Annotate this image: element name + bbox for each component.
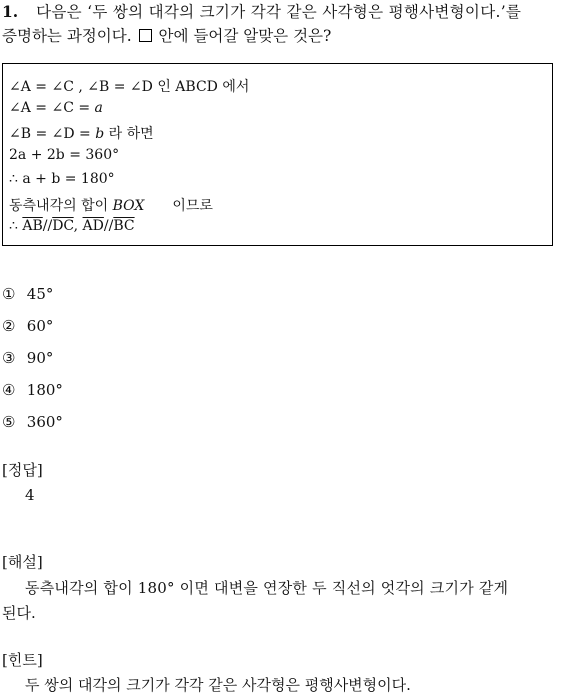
proof-line-1: ∠A = ∠C , ∠B = ∠D 인 ABCD 에서 [9,79,250,95]
question-text-2a: 증명하는 과정이다. [2,27,132,45]
answer-label: [정답] [2,461,43,479]
proof-line-5: ∴ a + b = 180° [9,171,115,187]
question-text-2b: 안에 들어갈 알맞은 것은? [158,27,332,45]
proof-line-6-text: 동측내각의 합이 [9,198,113,214]
proof-box [2,63,553,246]
proof-line-3-text: ∠B = ∠D = [9,126,96,142]
parallel-sign-1: // [42,218,53,234]
choice-1-mark: ① [2,285,16,303]
comma: , [73,218,83,234]
choice-2-text: 60° [26,317,54,335]
explanation-label: [해설] [2,553,43,571]
choice-3[interactable] [2,349,53,367]
segment-ab: $\overline{AB}$ [22,218,43,234]
question-line-1 [2,0,521,22]
question-text-1: 다음은 ‘두 쌍의 대각의 크기가 각각 같은 사각형은 평행사변형이다.’를 [36,3,522,21]
choice-3-text: 90° [26,349,54,367]
proof-line-6 [9,195,213,215]
choice-4-text: 180° [26,381,63,399]
choice-3-mark: ③ [2,349,16,367]
choice-4-mark: ④ [2,381,16,399]
explanation-line-1: 동측내각의 합이 180° 이면 대변을 연장한 두 직선의 엇각의 크기가 같게 [25,579,509,597]
segment-ad: $\overline{AD}$ [82,218,104,234]
proof-line-3-suffix: 라 하면 [104,126,154,142]
choice-2-mark: ② [2,317,16,335]
segment-dc: $\overline{DC}$ [52,218,74,234]
segment-bc: $\overline{BC}$ [113,218,135,234]
choice-5-mark: ⑤ [2,413,16,431]
proof-var-a: a [94,100,103,116]
hint-label: [힌트] [2,651,43,669]
blank-square-icon [139,29,152,42]
therefore-symbol: ∴ [9,218,23,234]
proof-blank-box: BOX [112,198,145,214]
choice-2[interactable] [2,317,53,335]
answer-value: 4 [25,486,35,504]
proof-line-4: 2a + 2b = 360° [9,147,120,163]
proof-var-b: b [95,126,105,142]
choice-5[interactable] [2,413,63,431]
explanation-line-2: 된다. [2,604,36,622]
parallel-sign-2: // [103,218,114,234]
proof-line-6-suffix: 이므로 [172,198,213,214]
proof-line-7 [9,218,135,234]
question-line-2 [2,24,331,46]
choice-1-text: 45° [26,285,54,303]
question-number: 1. [2,2,19,21]
proof-line-3 [9,123,154,143]
proof-line-2-text: ∠A = ∠C = [9,100,95,116]
proof-line-2 [9,100,103,116]
choice-5-text: 360° [26,413,63,431]
hint-line-1: 두 쌍의 대각의 크기가 각각 같은 사각형은 평행사변형이다. [25,676,411,694]
choice-1[interactable] [2,285,53,303]
choice-4[interactable] [2,381,63,399]
